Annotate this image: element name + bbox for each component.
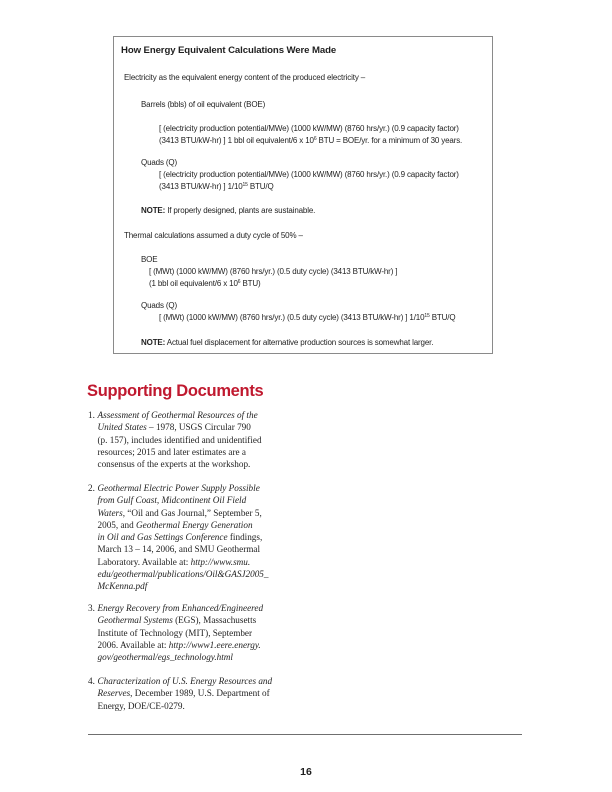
reference-line: Reserves, December 1989, U.S. Department of — [97, 688, 270, 699]
supporting-documents-heading: Supporting Documents — [87, 382, 264, 400]
reference-line: McKenna.pdf — [97, 581, 148, 592]
page-number: 16 — [300, 766, 312, 778]
note-displacement: NOTE: Actual fuel displacement for alternative production sources is somewhat larger. — [141, 338, 434, 347]
reference-line: Institute of Technology (MIT), September — [97, 627, 253, 638]
thermal-boe-label: BOE — [141, 255, 158, 264]
reference-line: March 13 – 14, 2006, and SMU Geothermal — [97, 544, 261, 555]
reference-line: from Gulf Coast, Midcontinent Oil Field — [97, 495, 247, 506]
quads-formula-line1: [ (electricity production potential/MWe) (1000 kW/MW) (8760 hrs/yr.) (0.9 capacity factor) — [159, 170, 459, 179]
thermal-boe-line1: [ (MWt) (1000 kW/MW) (8760 hrs/yr.) (0.5 duty cycle) (3413 BTU/kW-hr) ] — [149, 267, 398, 276]
reference-item — [88, 602, 288, 663]
quads-formula-line2: (3413 BTU/kW-hr) ] $1/10^{15}$ BTU/Q — [159, 182, 274, 191]
reference-line: Assessment of Geothermal Resources of the — [97, 410, 258, 420]
reference-line: in Oil and Gas Settings Conference findings, — [97, 532, 263, 543]
reference-line: 2006. Available at: http://www1.eere.energy. — [97, 639, 261, 650]
thermal-intro: Thermal calculations assumed a duty cycle of 50% – — [124, 231, 303, 240]
boe-label: Barrels (bbls) of oil equivalent (BOE) — [141, 100, 266, 109]
note-sustainable: NOTE: If properly designed, plants are sustainable. — [141, 206, 316, 215]
reference-line: Energy, DOE/CE-0279. — [97, 700, 185, 711]
thermal-boe-line2: (1 bbl oil equivalent/6 x $10^6$ BTU) — [149, 279, 261, 288]
box-title: How Energy Equivalent Calculations Were Made — [121, 45, 337, 56]
quads-label: Quads (Q) — [141, 158, 177, 167]
reference-line: Waters, “Oil and Gas Journal,” September 5, — [97, 507, 262, 518]
footer-rule — [88, 734, 522, 735]
reference-item — [88, 675, 288, 712]
energy-calculations-box — [113, 36, 493, 354]
reference-line: gov/geothermal/egs_technology.html — [97, 652, 233, 663]
reference-line: (p. 157), includes identified and unidentified — [97, 434, 262, 445]
boe-formula-line2: (3413 BTU/kW-hr) ] 1 bbl oil equivalent/6 x $10^6$ BTU = BOE/yr. for a minimum of 30 years. — [159, 136, 463, 145]
reference-item — [88, 482, 288, 593]
reference-line: Energy Recovery from Enhanced/Engineered — [97, 603, 264, 613]
thermal-quads-line1: [ (MWt) (1000 kW/MW) (8760 hrs/yr.) (0.5 duty cycle) (3413 BTU/kW-hr) ] $1/10^{15}$ BTU/Q — [159, 313, 456, 322]
reference-line: Geothermal Systems (EGS), Massachusetts — [97, 615, 257, 626]
reference-line: Laboratory. Available at: http://www.smu. — [97, 556, 251, 567]
reference-line: edu/geothermal/publications/Oil&GASJ2005_ — [97, 569, 269, 580]
reference-line: 2005, and Geothermal Energy Generation — [97, 519, 253, 530]
electricity-intro: Electricity as the equivalent energy content of the produced electricity – — [124, 73, 366, 82]
boe-formula-line1: [ (electricity production potential/MWe) (1000 kW/MW) (8760 hrs/yr.) (0.9 capacity factor) — [159, 124, 459, 133]
reference-number: 4. — [88, 676, 95, 686]
reference-number: 1. — [88, 410, 95, 420]
reference-line: United States – 1978, USGS Circular 790 — [97, 422, 251, 433]
reference-line: resources; 2015 and later estimates are a — [97, 446, 246, 457]
reference-number: 3. — [88, 603, 95, 613]
reference-line: Geothermal Electric Power Supply Possible — [97, 483, 260, 493]
reference-number: 2. — [88, 483, 95, 493]
reference-line: Characterization of U.S. Energy Resources and — [97, 676, 273, 686]
thermal-quads-label: Quads (Q) — [141, 301, 177, 310]
reference-item — [88, 409, 288, 470]
reference-line: consensus of the experts at the workshop. — [97, 459, 251, 470]
